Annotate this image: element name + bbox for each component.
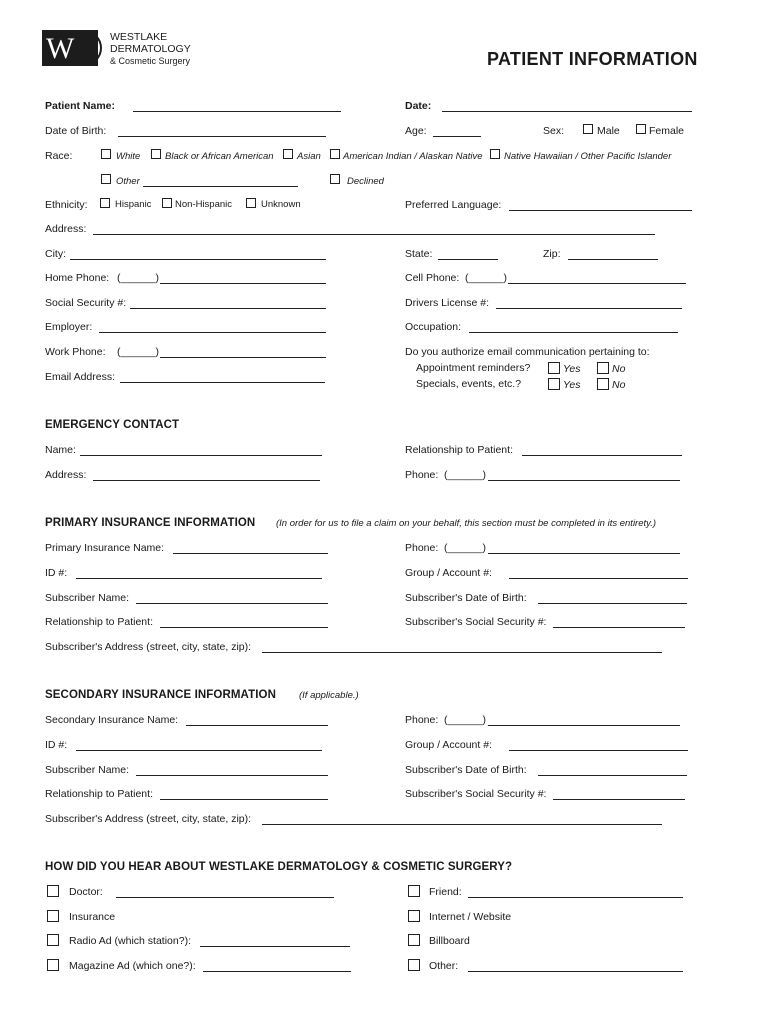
primary-sub-address-label: Subscriber's Address (street, city, state, zip): xyxy=(45,641,252,653)
secondary-sub-ssn-field[interactable] xyxy=(553,799,685,800)
race-black-checkbox[interactable] xyxy=(151,149,161,159)
appt-yes-checkbox[interactable] xyxy=(548,362,560,374)
primary-sub-ssn-field[interactable] xyxy=(553,627,685,628)
secondary-subscriber-label: Subscriber Name: xyxy=(45,764,130,776)
emergency-address-label: Address: xyxy=(45,469,87,481)
secondary-relationship-field[interactable] xyxy=(160,799,328,800)
logo-letter: W xyxy=(46,32,75,65)
logo-line-2: DERMATOLOGY xyxy=(110,43,191,55)
date-field[interactable] xyxy=(442,111,692,112)
emergency-phone-area[interactable]: (______) xyxy=(444,469,487,481)
race-asian-label: Asian xyxy=(297,151,321,162)
emergency-name-label: Name: xyxy=(45,444,76,456)
work-phone-field[interactable] xyxy=(160,357,326,358)
primary-id-label: ID #: xyxy=(45,567,68,579)
secondary-sub-dob-field[interactable] xyxy=(538,775,687,776)
primary-phone-label: Phone: xyxy=(405,542,439,554)
referral-doctor-checkbox[interactable] xyxy=(47,885,59,897)
work-phone-label: Work Phone: xyxy=(45,346,106,358)
sex-label: Sex: xyxy=(543,125,565,137)
primary-subscriber-field[interactable] xyxy=(136,603,328,604)
employer-label: Employer: xyxy=(45,321,93,333)
race-declined-label: Declined xyxy=(347,176,384,187)
referral-radio-field[interactable] xyxy=(200,946,350,947)
primary-group-label: Group / Account #: xyxy=(405,567,492,579)
logo-line-1: WESTLAKE xyxy=(110,31,168,43)
secondary-phone-label: Phone: xyxy=(405,714,439,726)
address-label: Address: xyxy=(45,223,87,235)
secondary-id-field[interactable] xyxy=(76,750,322,751)
referral-doctor-field[interactable] xyxy=(116,897,334,898)
sex-male-label: Male xyxy=(597,125,620,137)
secondary-insurance-note: (If applicable.) xyxy=(299,690,359,701)
race-white-label: White xyxy=(116,151,141,162)
address-field[interactable] xyxy=(93,234,655,235)
age-label: Age: xyxy=(405,125,427,137)
ssn-field[interactable] xyxy=(130,308,326,309)
race-white-checkbox[interactable] xyxy=(101,149,111,159)
secondary-sub-dob-label: Subscriber's Date of Birth: xyxy=(405,764,527,776)
eth-unknown-checkbox[interactable] xyxy=(246,198,256,208)
zip-label: Zip: xyxy=(543,248,561,260)
referral-other-field[interactable] xyxy=(468,971,683,972)
logo-line-3: & Cosmetic Surgery xyxy=(110,56,191,66)
primary-sub-ssn-label: Subscriber's Social Security #: xyxy=(405,616,547,628)
specials-no-checkbox[interactable] xyxy=(597,378,609,390)
sex-female-checkbox[interactable] xyxy=(636,124,646,134)
race-other-field[interactable] xyxy=(143,186,298,187)
referral-internet-label: Internet / Website xyxy=(429,911,512,923)
race-other-checkbox[interactable] xyxy=(101,174,111,184)
primary-subscriber-label: Subscriber Name: xyxy=(45,592,130,604)
secondary-group-label: Group / Account #: xyxy=(405,739,492,751)
sex-male-checkbox[interactable] xyxy=(583,124,593,134)
primary-sub-address-field[interactable] xyxy=(262,652,662,653)
race-pacific-checkbox[interactable] xyxy=(490,149,500,159)
primary-insurance-header: PRIMARY INSURANCE INFORMATION xyxy=(45,517,256,529)
ssn-label: Social Security #: xyxy=(45,297,127,309)
referral-radio-checkbox[interactable] xyxy=(47,934,59,946)
secondary-group-field[interactable] xyxy=(509,750,688,751)
appt-no-label: No xyxy=(612,363,626,375)
primary-name-field[interactable] xyxy=(173,553,328,554)
primary-sub-dob-field[interactable] xyxy=(538,603,687,604)
referral-magazine-field[interactable] xyxy=(203,971,351,972)
emergency-phone-label: Phone: xyxy=(405,469,439,481)
ethnicity-label: Ethnicity: xyxy=(45,199,88,211)
city-field[interactable] xyxy=(70,259,326,260)
secondary-sub-ssn-label: Subscriber's Social Security #: xyxy=(405,788,547,800)
logo-d-shape xyxy=(80,30,102,66)
occupation-field[interactable] xyxy=(469,332,678,333)
referral-friend-label: Friend: xyxy=(429,886,462,898)
specials-no-label: No xyxy=(612,379,626,391)
referral-internet-checkbox[interactable] xyxy=(408,910,420,922)
occupation-label: Occupation: xyxy=(405,321,462,333)
referral-radio-label: Radio Ad (which station?): xyxy=(69,935,191,947)
race-native-checkbox[interactable] xyxy=(330,149,340,159)
primary-sub-dob-label: Subscriber's Date of Birth: xyxy=(405,592,527,604)
secondary-subscriber-field[interactable] xyxy=(136,775,328,776)
cell-phone-area[interactable]: (______) xyxy=(465,272,508,284)
referral-doctor-label: Doctor: xyxy=(69,886,103,898)
drivers-label: Drivers License #: xyxy=(405,297,490,309)
secondary-insurance-header: SECONDARY INSURANCE INFORMATION xyxy=(45,689,276,701)
referral-other-label: Other: xyxy=(429,960,459,972)
language-label: Preferred Language: xyxy=(405,199,502,211)
primary-id-field[interactable] xyxy=(76,578,322,579)
cell-phone-field[interactable] xyxy=(508,283,686,284)
primary-relationship-label: Relationship to Patient: xyxy=(45,616,153,628)
primary-insurance-note: (In order for us to file a claim on your behalf, this section must be completed in its entirety.) xyxy=(276,518,656,529)
appt-reminders-label: Appointment reminders? xyxy=(416,362,531,374)
cell-phone-label: Cell Phone: xyxy=(405,272,460,284)
eth-hispanic-checkbox[interactable] xyxy=(100,198,110,208)
referral-billboard-label: Billboard xyxy=(429,935,470,947)
referral-friend-checkbox[interactable] xyxy=(408,885,420,897)
state-label: State: xyxy=(405,248,433,260)
appt-no-checkbox[interactable] xyxy=(597,362,609,374)
sex-female-label: Female xyxy=(649,125,685,137)
home-phone-area[interactable]: (______) xyxy=(117,272,160,284)
zip-field[interactable] xyxy=(568,259,658,260)
eth-nonhispanic-label: Non-Hispanic xyxy=(175,199,233,210)
referral-billboard-checkbox[interactable] xyxy=(408,934,420,946)
page-title: PATIENT INFORMATION xyxy=(487,49,698,69)
state-field[interactable] xyxy=(438,259,498,260)
city-label: City: xyxy=(45,248,66,260)
secondary-id-label: ID #: xyxy=(45,739,68,751)
race-asian-checkbox[interactable] xyxy=(283,149,293,159)
primary-relationship-field[interactable] xyxy=(160,627,328,628)
referral-insurance-label: Insurance xyxy=(69,911,116,923)
referral-magazine-checkbox[interactable] xyxy=(47,959,59,971)
race-label: Race: xyxy=(45,150,73,162)
dob-field[interactable] xyxy=(118,136,326,137)
email-field[interactable] xyxy=(120,382,325,383)
specials-label: Specials, events, etc.? xyxy=(416,378,522,390)
emergency-name-field[interactable] xyxy=(80,455,322,456)
emergency-header: EMERGENCY CONTACT xyxy=(45,419,180,431)
language-field[interactable] xyxy=(509,210,692,211)
race-pacific-label: Native Hawaiian / Other Pacific Islander xyxy=(504,151,672,162)
referral-other-checkbox[interactable] xyxy=(408,959,420,971)
eth-hispanic-label: Hispanic xyxy=(115,199,152,210)
specials-yes-checkbox[interactable] xyxy=(548,378,560,390)
home-phone-label: Home Phone: xyxy=(45,272,110,284)
emergency-relationship-label: Relationship to Patient: xyxy=(405,444,513,456)
referral-insurance-checkbox[interactable] xyxy=(47,910,59,922)
secondary-name-field[interactable] xyxy=(186,725,328,726)
secondary-phone-field[interactable] xyxy=(488,725,680,726)
email-auth-question: Do you authorize email communication pertaining to: xyxy=(405,346,650,358)
appt-yes-label: Yes xyxy=(563,363,581,375)
work-phone-area[interactable]: (______) xyxy=(117,346,160,358)
emergency-relationship-field[interactable] xyxy=(522,455,682,456)
primary-phone-field[interactable] xyxy=(488,553,680,554)
secondary-sub-address-field[interactable] xyxy=(262,824,662,825)
age-field[interactable] xyxy=(433,136,481,137)
race-other-label: Other xyxy=(116,176,140,187)
eth-nonhispanic-checkbox[interactable] xyxy=(162,198,172,208)
referral-friend-field[interactable] xyxy=(468,897,683,898)
date-label: Date: xyxy=(405,100,432,112)
secondary-sub-address-label: Subscriber's Address (street, city, state, zip): xyxy=(45,813,252,825)
primary-group-field[interactable] xyxy=(509,578,688,579)
referral-magazine-label: Magazine Ad (which one?): xyxy=(69,960,196,972)
drivers-field[interactable] xyxy=(496,308,682,309)
race-native-label: American Indian / Alaskan Native xyxy=(343,151,483,162)
email-label: Email Address: xyxy=(45,371,116,383)
emergency-phone-field[interactable] xyxy=(488,480,680,481)
patient-name-label: Patient Name: xyxy=(45,100,116,112)
referral-header: HOW DID YOU HEAR ABOUT WESTLAKE DERMATOLOGY & COSMETIC SURGERY? xyxy=(45,861,513,873)
emergency-address-field[interactable] xyxy=(93,480,320,481)
home-phone-field[interactable] xyxy=(160,283,326,284)
secondary-name-label: Secondary Insurance Name: xyxy=(45,714,179,726)
eth-unknown-label: Unknown xyxy=(261,199,301,210)
secondary-relationship-label: Relationship to Patient: xyxy=(45,788,153,800)
race-black-label: Black or African American xyxy=(165,151,274,162)
employer-field[interactable] xyxy=(99,332,326,333)
race-declined-checkbox[interactable] xyxy=(330,174,340,184)
primary-name-label: Primary Insurance Name: xyxy=(45,542,165,554)
secondary-phone-area[interactable]: (______) xyxy=(444,714,487,726)
primary-phone-area[interactable]: (______) xyxy=(444,542,487,554)
specials-yes-label: Yes xyxy=(563,379,581,391)
dob-label: Date of Birth: xyxy=(45,125,107,137)
patient-name-field[interactable] xyxy=(133,111,341,112)
